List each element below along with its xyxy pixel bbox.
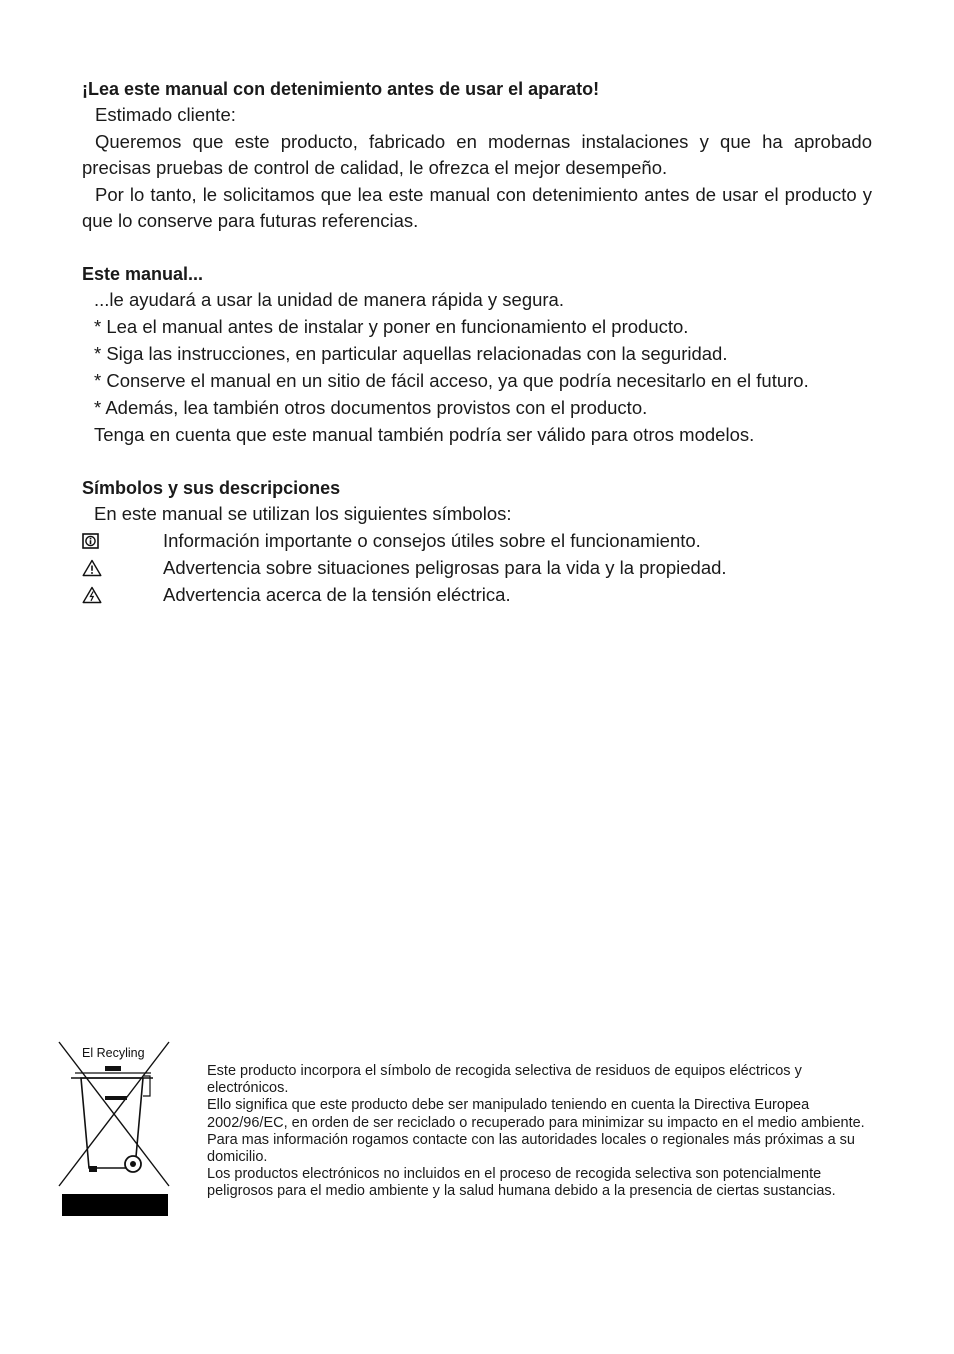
symbol-row-electric	[82, 582, 872, 608]
intro-paragraph-1: Queremos que este producto, fabricado en modernas instalaciones y que ha aprobado precisas pruebas de control de calidad, le ofrezca el mejor desempeño.	[82, 131, 872, 178]
symbols-heading: Símbolos y sus descripciones	[82, 478, 341, 498]
recycling-symbol	[55, 1040, 171, 1218]
recycling-label: El Recyling	[82, 1046, 145, 1060]
crossed-bin-icon	[55, 1040, 171, 1218]
electric-warning-icon	[82, 582, 163, 608]
recycling-bar	[62, 1194, 168, 1216]
info-icon	[82, 528, 163, 554]
warning-icon	[82, 555, 163, 581]
symbol-text: Información importante o consejos útiles sobre el funcionamiento.	[163, 530, 701, 551]
list-item: * Conserve el manual en un sitio de fácil acceso, ya que podría necesitarlo en el futuro.	[94, 370, 809, 391]
list-item: * Siga las instrucciones, en particular aquellas relacionadas con la seguridad.	[94, 343, 728, 364]
manual-page	[82, 76, 872, 609]
intro-heading: ¡Lea este manual con detenimiento antes de usar el aparato!	[82, 79, 600, 99]
salutation: Estimado cliente:	[95, 104, 236, 125]
list-item: * Además, lea también otros documentos provistos con el producto.	[94, 397, 648, 418]
list-item: * Lea el manual antes de instalar y poner en funcionamiento el producto.	[94, 316, 689, 337]
recycling-line: Ello significa que este producto debe ser manipulado teniendo en cuenta la Directiva Europea 2002/96/EC, en orden de ser reciclado o recuperado para minimizar su impacto en el medio ambiente. Para mas información rogamos contacte con las autoridades locales o regionales más próximas a su domicilio.	[207, 1097, 865, 1166]
manual-lead: ...le ayudará a usar la unidad de manera rápida y segura.	[94, 289, 564, 310]
manual-heading: Este manual...	[82, 264, 204, 284]
recycling-line: Los productos electrónicos no incluidos en el proceso de recogida selectiva son potencialmente peligrosos para el medio ambiente y la salud humana debido a la presencia de ciertas sustancias.	[207, 1166, 836, 1200]
symbol-text: Advertencia sobre situaciones peligrosas para la vida y la propiedad.	[163, 557, 727, 578]
symbols-lead: En este manual se utilizan los siguientes símbolos:	[94, 503, 512, 524]
recycling-line: Este producto incorpora el símbolo de recogida selectiva de residuos de equipos eléctricos y electrónicos.	[207, 1063, 802, 1097]
manual-note: Tenga en cuenta que este manual también podría ser válido para otros modelos.	[94, 424, 755, 445]
recycling-text	[207, 1063, 872, 1201]
intro-paragraph-2: Por lo tanto, le solicitamos que lea este manual con detenimiento antes de usar el producto y que lo conserve para futuras referencias.	[82, 184, 872, 231]
symbol-text: Advertencia acerca de la tensión eléctrica.	[163, 584, 511, 605]
symbol-row-info	[82, 528, 872, 554]
symbol-row-warning	[82, 555, 872, 581]
